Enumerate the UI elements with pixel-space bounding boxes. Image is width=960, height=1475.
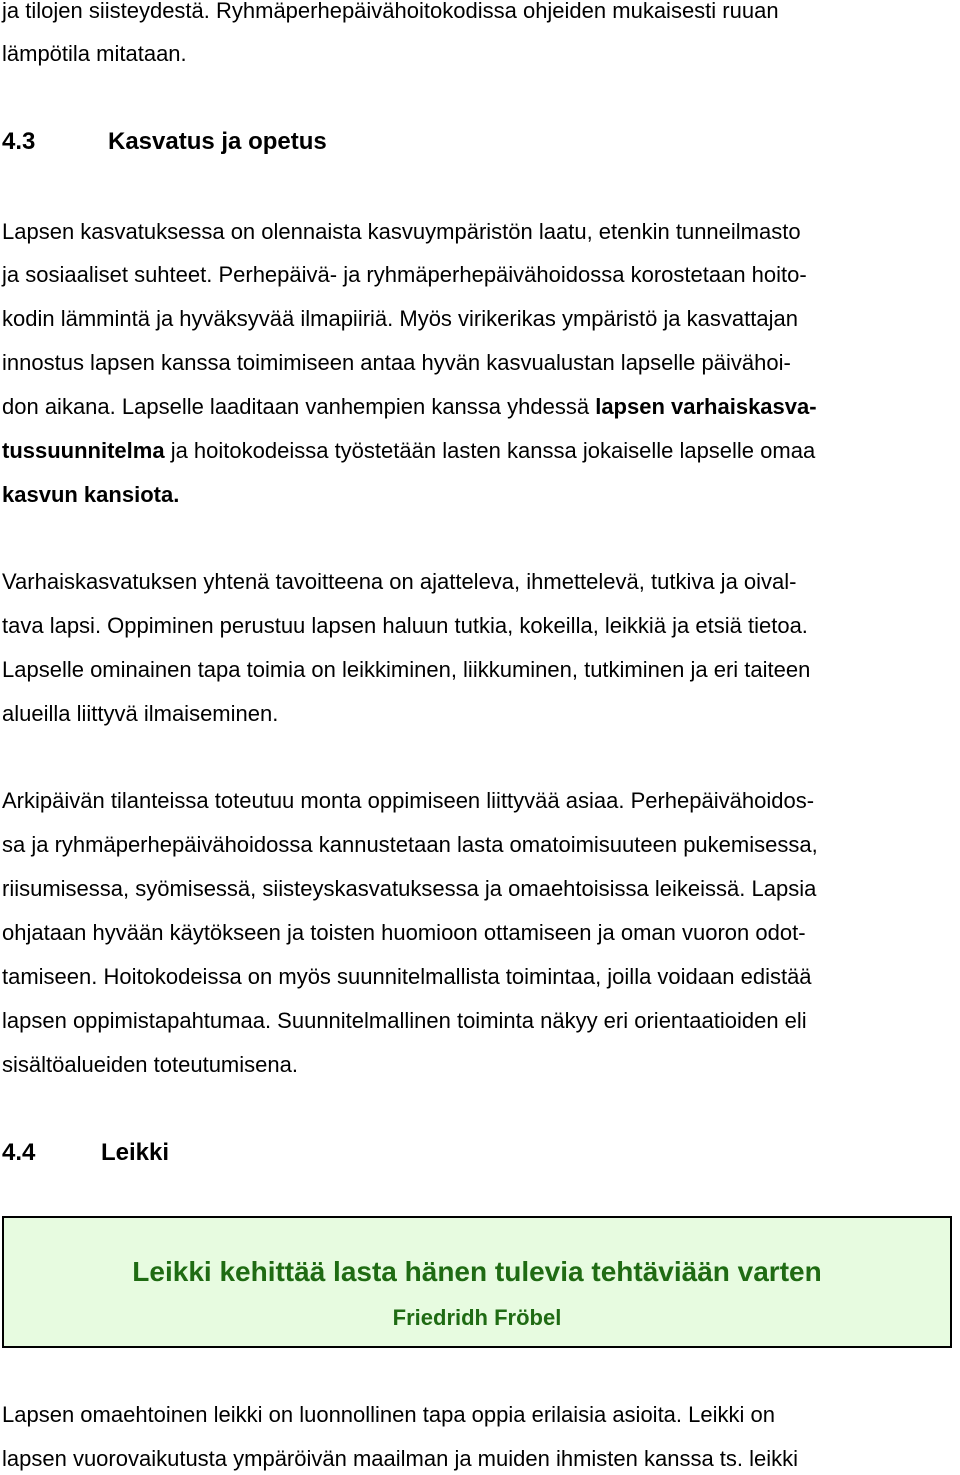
quote-text: Leikki kehittää lasta hänen tulevia tehtäviään varten [132,1256,822,1287]
quote-author: Friedridh Fröbel [392,1305,562,1330]
section-number: 4.3 [2,128,36,155]
paragraph-line: tamiseen. Hoitokodeissa on myös suunnitelmallista toimintaa, joilla voidaan edistää [2,964,812,989]
paragraph-line: lapsen oppimistapahtumaa. Suunnitelmallinen toiminta näkyy eri orientaatioiden eli [2,1008,807,1033]
paragraph-line: Lapsen omaehtoinen leikki on luonnollinen tapa oppia erilaisia asioita. Leikki on [2,1402,775,1427]
paragraph-line: Arkipäivän tilanteissa toteutuu monta oppimiseen liittyvää asiaa. Perhepäivähoidos- [2,788,815,813]
paragraph-line: tava lapsi. Oppiminen perustuu lapsen haluun tutkia, kokeilla, leikkiä ja etsiä tietoa. [2,613,808,638]
text-normal: ja hoitokodeissa työstetään lasten kanssa jokaiselle lapselle omaa [164,438,816,463]
paragraph-line: sa ja ryhmäperhepäivähoidossa kannustetaan lasta omatoimisuuteen pukemisessa, [2,832,818,857]
paragraph-line: kodin lämmintä ja hyväksyvää ilmapiiriä. Myös virikerikas ympäristö ja kasvattajan [2,306,798,331]
paragraph-line [2,392,817,422]
paragraph-line: lapsen vuorovaikutusta ympäröivän maailman ja muiden ihmisten kanssa ts. leikki [2,1446,799,1471]
paragraph-line: ja sosiaaliset suhteet. Perhepäivä- ja ryhmäperhepäivähoidossa korostetaan hoito- [2,262,807,287]
paragraph-line [2,436,815,466]
paragraph-line: sisältöalueiden toteutumisena. [2,1052,298,1077]
paragraph-line: Lapsen kasvatuksessa on olennaista kasvuympäristön laatu, etenkin tunneilmasto [2,219,801,244]
intro-line-1: ja tilojen siisteydestä. Ryhmäperhepäivähoitokodissa ohjeiden mukaisesti ruuan [2,0,779,23]
paragraph-line: innostus lapsen kanssa toimimiseen antaa hyvän kasvualustan lapselle päivähoi- [2,350,791,375]
text-bold: tussuunnitelma [2,438,165,463]
text-normal: don aikana. Lapselle laaditaan vanhempien kanssa yhdessä [2,394,596,419]
quote-box [2,1216,952,1348]
section-title: Kasvatus ja opetus [108,128,327,155]
paragraph-line: riisumisessa, syömisessä, siisteyskasvatuksessa ja omaehtoisissa leikeissä. Lapsia [2,876,817,901]
section-title: Leikki [101,1139,170,1166]
paragraph-line: kasvun kansiota. [2,482,180,507]
section-number: 4.4 [2,1139,36,1166]
text-bold: lapsen varhaiskasva- [595,394,817,419]
paragraph-line: ohjataan hyvään käytökseen ja toisten huomioon ottamiseen ja oman vuoron odot- [2,920,806,945]
section-heading-4-3 [2,126,327,158]
paragraph-line: alueilla liittyvä ilmaiseminen. [2,701,279,726]
section-heading-4-4 [2,1137,169,1169]
paragraph-line: Varhaiskasvatuksen yhtenä tavoitteena on ajatteleva, ihmettelevä, tutkiva ja oival- [2,569,797,594]
intro-line-2: lämpötila mitataan. [2,41,187,66]
paragraph-line: Lapselle ominainen tapa toimia on leikkiminen, liikkuminen, tutkiminen ja eri taiteen [2,657,811,682]
